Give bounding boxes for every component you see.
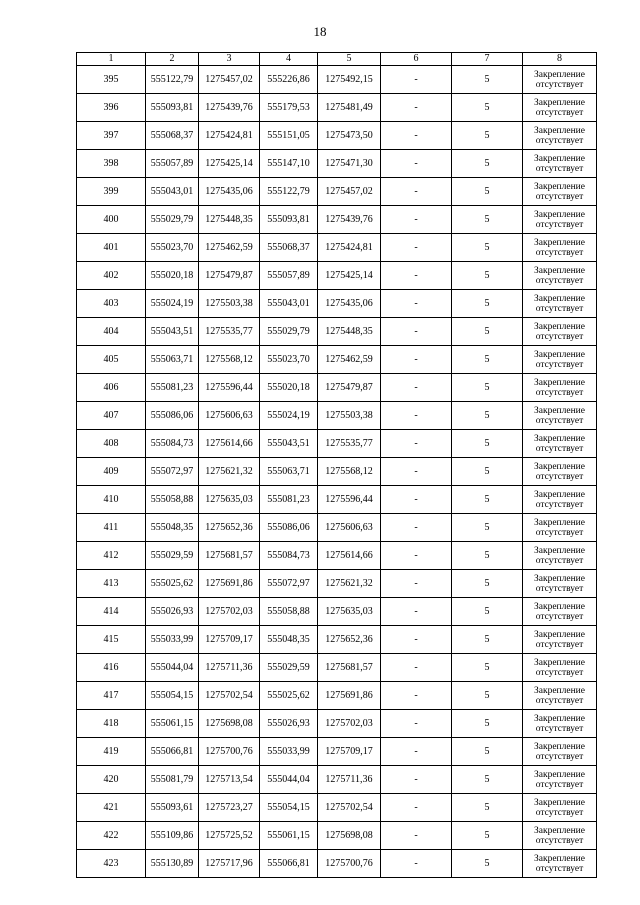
table-cell-col-8: Закрепление отсутствует bbox=[523, 374, 597, 402]
table-cell-col-3: 1275479,87 bbox=[199, 262, 260, 290]
table-cell-col-2: 555093,81 bbox=[146, 94, 199, 122]
coordinates-table bbox=[76, 52, 597, 878]
table-cell-col-3: 1275424,81 bbox=[199, 122, 260, 150]
table-cell-col-6: - bbox=[381, 766, 452, 794]
table-cell-col-1: 409 bbox=[77, 458, 146, 486]
table-cell-col-8: Закрепление отсутствует bbox=[523, 514, 597, 542]
table-cell-col-4: 555147,10 bbox=[260, 150, 318, 178]
table-cell-col-5: 1275462,59 bbox=[318, 346, 381, 374]
table-cell-col-7: 5 bbox=[452, 542, 523, 570]
table-cell-col-3: 1275681,57 bbox=[199, 542, 260, 570]
table-cell-col-8: Закрепление отсутствует bbox=[523, 542, 597, 570]
table-cell-col-4: 555068,37 bbox=[260, 234, 318, 262]
table-row bbox=[77, 150, 597, 178]
table-cell-col-6: - bbox=[381, 206, 452, 234]
table-cell-col-2: 555063,71 bbox=[146, 346, 199, 374]
table-cell-col-4: 555066,81 bbox=[260, 850, 318, 878]
table-cell-col-7: 5 bbox=[452, 402, 523, 430]
table-cell-col-5: 1275700,76 bbox=[318, 850, 381, 878]
table-row bbox=[77, 122, 597, 150]
table-cell-col-8: Закрепление отсутствует bbox=[523, 850, 597, 878]
table-cell-col-7: 5 bbox=[452, 850, 523, 878]
table-cell-col-4: 555033,99 bbox=[260, 738, 318, 766]
table-cell-col-4: 555058,88 bbox=[260, 598, 318, 626]
table-cell-col-6: - bbox=[381, 850, 452, 878]
table-cell-col-4: 555061,15 bbox=[260, 822, 318, 850]
table-cell-col-6: - bbox=[381, 346, 452, 374]
table-cell-col-6: - bbox=[381, 626, 452, 654]
table-cell-col-5: 1275457,02 bbox=[318, 178, 381, 206]
table-cell-col-2: 555054,15 bbox=[146, 682, 199, 710]
table-cell-col-1: 403 bbox=[77, 290, 146, 318]
table-cell-col-1: 402 bbox=[77, 262, 146, 290]
table-cell-col-7: 5 bbox=[452, 430, 523, 458]
table-cell-col-4: 555043,51 bbox=[260, 430, 318, 458]
table-row bbox=[77, 178, 597, 206]
table-cell-col-6: - bbox=[381, 122, 452, 150]
table-row bbox=[77, 234, 597, 262]
table-cell-col-8: Закрепление отсутствует bbox=[523, 66, 597, 94]
table-cell-col-2: 555043,51 bbox=[146, 318, 199, 346]
column-header-2: 2 bbox=[146, 53, 199, 66]
table-row bbox=[77, 794, 597, 822]
table-cell-col-7: 5 bbox=[452, 206, 523, 234]
table-cell-col-5: 1275471,30 bbox=[318, 150, 381, 178]
table-cell-col-3: 1275535,77 bbox=[199, 318, 260, 346]
table-cell-col-7: 5 bbox=[452, 654, 523, 682]
table-cell-col-6: - bbox=[381, 458, 452, 486]
table-cell-col-5: 1275425,14 bbox=[318, 262, 381, 290]
table-cell-col-1: 420 bbox=[77, 766, 146, 794]
table-row bbox=[77, 458, 597, 486]
table-cell-col-1: 413 bbox=[77, 570, 146, 598]
table-cell-col-7: 5 bbox=[452, 822, 523, 850]
table-cell-col-1: 411 bbox=[77, 514, 146, 542]
table-cell-col-7: 5 bbox=[452, 738, 523, 766]
table-cell-col-2: 555058,88 bbox=[146, 486, 199, 514]
table-cell-col-7: 5 bbox=[452, 94, 523, 122]
table-cell-col-5: 1275481,49 bbox=[318, 94, 381, 122]
table-cell-col-3: 1275635,03 bbox=[199, 486, 260, 514]
table-cell-col-5: 1275435,06 bbox=[318, 290, 381, 318]
table-cell-col-4: 555179,53 bbox=[260, 94, 318, 122]
table-cell-col-2: 555057,89 bbox=[146, 150, 199, 178]
table-cell-col-1: 419 bbox=[77, 738, 146, 766]
table-cell-col-5: 1275503,38 bbox=[318, 402, 381, 430]
table-cell-col-1: 398 bbox=[77, 150, 146, 178]
table-cell-col-6: - bbox=[381, 570, 452, 598]
table-cell-col-8: Закрепление отсутствует bbox=[523, 122, 597, 150]
table-cell-col-5: 1275568,12 bbox=[318, 458, 381, 486]
table-row bbox=[77, 94, 597, 122]
table-cell-col-6: - bbox=[381, 682, 452, 710]
table-cell-col-1: 418 bbox=[77, 710, 146, 738]
table-cell-col-2: 555023,70 bbox=[146, 234, 199, 262]
table-cell-col-7: 5 bbox=[452, 766, 523, 794]
table-cell-col-1: 414 bbox=[77, 598, 146, 626]
table-cell-col-7: 5 bbox=[452, 514, 523, 542]
page-number: 18 bbox=[313, 24, 327, 39]
table-cell-col-2: 555024,19 bbox=[146, 290, 199, 318]
table-cell-col-7: 5 bbox=[452, 66, 523, 94]
table-cell-col-3: 1275711,36 bbox=[199, 654, 260, 682]
table-cell-col-3: 1275457,02 bbox=[199, 66, 260, 94]
table-cell-col-1: 417 bbox=[77, 682, 146, 710]
table-cell-col-6: - bbox=[381, 150, 452, 178]
table-cell-col-1: 405 bbox=[77, 346, 146, 374]
table-cell-col-6: - bbox=[381, 374, 452, 402]
table-cell-col-1: 401 bbox=[77, 234, 146, 262]
table-cell-col-8: Закрепление отсутствует bbox=[523, 486, 597, 514]
table-cell-col-2: 555044,04 bbox=[146, 654, 199, 682]
table-row bbox=[77, 66, 597, 94]
table-cell-col-4: 555043,01 bbox=[260, 290, 318, 318]
table-cell-col-3: 1275713,54 bbox=[199, 766, 260, 794]
table-cell-col-5: 1275439,76 bbox=[318, 206, 381, 234]
table-cell-col-5: 1275702,54 bbox=[318, 794, 381, 822]
table-cell-col-8: Закрепление отсутствует bbox=[523, 150, 597, 178]
table-cell-col-3: 1275568,12 bbox=[199, 346, 260, 374]
table-cell-col-7: 5 bbox=[452, 150, 523, 178]
table-cell-col-3: 1275435,06 bbox=[199, 178, 260, 206]
table-cell-col-5: 1275635,03 bbox=[318, 598, 381, 626]
table-cell-col-3: 1275621,32 bbox=[199, 458, 260, 486]
table-cell-col-3: 1275691,86 bbox=[199, 570, 260, 598]
table-cell-col-6: - bbox=[381, 234, 452, 262]
table-cell-col-1: 412 bbox=[77, 542, 146, 570]
table-cell-col-8: Закрепление отсутствует bbox=[523, 570, 597, 598]
table-cell-col-4: 555029,59 bbox=[260, 654, 318, 682]
table-cell-col-1: 416 bbox=[77, 654, 146, 682]
table-cell-col-5: 1275691,86 bbox=[318, 682, 381, 710]
table-cell-col-8: Закрепление отсутствует bbox=[523, 402, 597, 430]
table-cell-col-2: 555020,18 bbox=[146, 262, 199, 290]
table-cell-col-5: 1275614,66 bbox=[318, 542, 381, 570]
table-cell-col-6: - bbox=[381, 822, 452, 850]
table-cell-col-7: 5 bbox=[452, 682, 523, 710]
table-cell-col-1: 407 bbox=[77, 402, 146, 430]
table-cell-col-5: 1275621,32 bbox=[318, 570, 381, 598]
table-cell-col-2: 555048,35 bbox=[146, 514, 199, 542]
table-cell-col-7: 5 bbox=[452, 262, 523, 290]
table-header-row bbox=[77, 53, 597, 66]
table-cell-col-8: Закрепление отсутствует bbox=[523, 262, 597, 290]
table-cell-col-4: 555023,70 bbox=[260, 346, 318, 374]
table-cell-col-1: 423 bbox=[77, 850, 146, 878]
table-cell-col-6: - bbox=[381, 402, 452, 430]
table-cell-col-6: - bbox=[381, 598, 452, 626]
table-cell-col-2: 555061,15 bbox=[146, 710, 199, 738]
table-cell-col-6: - bbox=[381, 654, 452, 682]
table-cell-col-5: 1275479,87 bbox=[318, 374, 381, 402]
table-cell-col-1: 400 bbox=[77, 206, 146, 234]
column-header-4: 4 bbox=[260, 53, 318, 66]
table-row bbox=[77, 738, 597, 766]
table-cell-col-1: 415 bbox=[77, 626, 146, 654]
table-cell-col-4: 555054,15 bbox=[260, 794, 318, 822]
table-cell-col-5: 1275698,08 bbox=[318, 822, 381, 850]
table-cell-col-3: 1275596,44 bbox=[199, 374, 260, 402]
table-cell-col-5: 1275448,35 bbox=[318, 318, 381, 346]
table-cell-col-1: 422 bbox=[77, 822, 146, 850]
table-row bbox=[77, 402, 597, 430]
table-cell-col-4: 555093,81 bbox=[260, 206, 318, 234]
table-cell-col-4: 555044,04 bbox=[260, 766, 318, 794]
table-cell-col-8: Закрепление отсутствует bbox=[523, 430, 597, 458]
table-row bbox=[77, 262, 597, 290]
table-cell-col-6: - bbox=[381, 430, 452, 458]
table-cell-col-5: 1275473,50 bbox=[318, 122, 381, 150]
table-cell-col-2: 555025,62 bbox=[146, 570, 199, 598]
table-row bbox=[77, 682, 597, 710]
table-cell-col-7: 5 bbox=[452, 458, 523, 486]
table-cell-col-2: 555130,89 bbox=[146, 850, 199, 878]
table-cell-col-3: 1275709,17 bbox=[199, 626, 260, 654]
table-cell-col-2: 555093,61 bbox=[146, 794, 199, 822]
table-cell-col-6: - bbox=[381, 542, 452, 570]
table-cell-col-1: 404 bbox=[77, 318, 146, 346]
table-cell-col-7: 5 bbox=[452, 570, 523, 598]
table-cell-col-8: Закрепление отсутствует bbox=[523, 710, 597, 738]
table-cell-col-4: 555048,35 bbox=[260, 626, 318, 654]
table-cell-col-6: - bbox=[381, 262, 452, 290]
table-cell-col-2: 555068,37 bbox=[146, 122, 199, 150]
table-cell-col-1: 395 bbox=[77, 66, 146, 94]
table-row bbox=[77, 570, 597, 598]
table-cell-col-3: 1275448,35 bbox=[199, 206, 260, 234]
table-cell-col-1: 397 bbox=[77, 122, 146, 150]
table-cell-col-4: 555063,71 bbox=[260, 458, 318, 486]
table-cell-col-7: 5 bbox=[452, 290, 523, 318]
table-cell-col-8: Закрепление отсутствует bbox=[523, 234, 597, 262]
table-cell-col-5: 1275596,44 bbox=[318, 486, 381, 514]
column-header-6: 6 bbox=[381, 53, 452, 66]
table-cell-col-2: 555033,99 bbox=[146, 626, 199, 654]
table-row bbox=[77, 430, 597, 458]
table-cell-col-1: 410 bbox=[77, 486, 146, 514]
table-cell-col-4: 555122,79 bbox=[260, 178, 318, 206]
table-cell-col-3: 1275702,03 bbox=[199, 598, 260, 626]
table-cell-col-3: 1275702,54 bbox=[199, 682, 260, 710]
table-cell-col-2: 555081,79 bbox=[146, 766, 199, 794]
table-cell-col-5: 1275702,03 bbox=[318, 710, 381, 738]
table-cell-col-4: 555072,97 bbox=[260, 570, 318, 598]
table-cell-col-2: 555066,81 bbox=[146, 738, 199, 766]
table-cell-col-7: 5 bbox=[452, 374, 523, 402]
table-cell-col-8: Закрепление отсутствует bbox=[523, 206, 597, 234]
table-cell-col-4: 555081,23 bbox=[260, 486, 318, 514]
column-header-3: 3 bbox=[199, 53, 260, 66]
table-cell-col-4: 555086,06 bbox=[260, 514, 318, 542]
table-cell-col-3: 1275652,36 bbox=[199, 514, 260, 542]
table-cell-col-5: 1275606,63 bbox=[318, 514, 381, 542]
table-cell-col-7: 5 bbox=[452, 346, 523, 374]
table-cell-col-1: 408 bbox=[77, 430, 146, 458]
table-cell-col-2: 555029,79 bbox=[146, 206, 199, 234]
table-cell-col-6: - bbox=[381, 710, 452, 738]
table-row bbox=[77, 850, 597, 878]
table-cell-col-7: 5 bbox=[452, 234, 523, 262]
table-cell-col-8: Закрепление отсутствует bbox=[523, 794, 597, 822]
table-row bbox=[77, 710, 597, 738]
table-cell-col-6: - bbox=[381, 486, 452, 514]
table-cell-col-4: 555026,93 bbox=[260, 710, 318, 738]
table-row bbox=[77, 542, 597, 570]
table-row bbox=[77, 766, 597, 794]
table-row bbox=[77, 346, 597, 374]
table-cell-col-2: 555043,01 bbox=[146, 178, 199, 206]
table-cell-col-6: - bbox=[381, 794, 452, 822]
table-cell-col-8: Закрепление отсутствует bbox=[523, 346, 597, 374]
table-cell-col-1: 406 bbox=[77, 374, 146, 402]
column-header-8: 8 bbox=[523, 53, 597, 66]
table-cell-col-8: Закрепление отсутствует bbox=[523, 822, 597, 850]
table-cell-col-1: 396 bbox=[77, 94, 146, 122]
table-row bbox=[77, 290, 597, 318]
table-cell-col-2: 555029,59 bbox=[146, 542, 199, 570]
table-cell-col-5: 1275535,77 bbox=[318, 430, 381, 458]
table-cell-col-3: 1275698,08 bbox=[199, 710, 260, 738]
table-cell-col-6: - bbox=[381, 290, 452, 318]
table-cell-col-3: 1275723,27 bbox=[199, 794, 260, 822]
table-cell-col-5: 1275681,57 bbox=[318, 654, 381, 682]
table-cell-col-7: 5 bbox=[452, 318, 523, 346]
table-cell-col-8: Закрепление отсутствует bbox=[523, 598, 597, 626]
table-cell-col-7: 5 bbox=[452, 794, 523, 822]
table-cell-col-3: 1275606,63 bbox=[199, 402, 260, 430]
table-cell-col-5: 1275424,81 bbox=[318, 234, 381, 262]
table-row bbox=[77, 626, 597, 654]
table-cell-col-8: Закрепление отсутствует bbox=[523, 318, 597, 346]
table-cell-col-3: 1275439,76 bbox=[199, 94, 260, 122]
table-cell-col-6: - bbox=[381, 178, 452, 206]
table-cell-col-1: 399 bbox=[77, 178, 146, 206]
table-cell-col-4: 555025,62 bbox=[260, 682, 318, 710]
table-cell-col-4: 555151,05 bbox=[260, 122, 318, 150]
table-cell-col-7: 5 bbox=[452, 598, 523, 626]
table-cell-col-4: 555226,86 bbox=[260, 66, 318, 94]
table-cell-col-7: 5 bbox=[452, 710, 523, 738]
table-cell-col-8: Закрепление отсутствует bbox=[523, 654, 597, 682]
table-cell-col-2: 555072,97 bbox=[146, 458, 199, 486]
table-cell-col-8: Закрепление отсутствует bbox=[523, 458, 597, 486]
table-row bbox=[77, 598, 597, 626]
table-cell-col-3: 1275425,14 bbox=[199, 150, 260, 178]
table-cell-col-4: 555020,18 bbox=[260, 374, 318, 402]
table-cell-col-8: Закрепление отсутствует bbox=[523, 290, 597, 318]
table-cell-col-4: 555024,19 bbox=[260, 402, 318, 430]
table-cell-col-6: - bbox=[381, 514, 452, 542]
table-cell-col-3: 1275725,52 bbox=[199, 822, 260, 850]
table-cell-col-5: 1275492,15 bbox=[318, 66, 381, 94]
table-cell-col-8: Закрепление отсутствует bbox=[523, 178, 597, 206]
table-cell-col-2: 555122,79 bbox=[146, 66, 199, 94]
table-cell-col-2: 555026,93 bbox=[146, 598, 199, 626]
table-cell-col-8: Закрепление отсутствует bbox=[523, 94, 597, 122]
table-row bbox=[77, 486, 597, 514]
table-cell-col-2: 555081,23 bbox=[146, 374, 199, 402]
table-cell-col-7: 5 bbox=[452, 122, 523, 150]
table-cell-col-3: 1275462,59 bbox=[199, 234, 260, 262]
table-row bbox=[77, 206, 597, 234]
table-row bbox=[77, 822, 597, 850]
table-cell-col-3: 1275614,66 bbox=[199, 430, 260, 458]
table-cell-col-4: 555029,79 bbox=[260, 318, 318, 346]
column-header-5: 5 bbox=[318, 53, 381, 66]
table-cell-col-4: 555084,73 bbox=[260, 542, 318, 570]
table-cell-col-3: 1275717,96 bbox=[199, 850, 260, 878]
table-row bbox=[77, 318, 597, 346]
table-cell-col-3: 1275503,38 bbox=[199, 290, 260, 318]
table-cell-col-8: Закрепление отсутствует bbox=[523, 682, 597, 710]
table-cell-col-8: Закрепление отсутствует bbox=[523, 738, 597, 766]
table-cell-col-1: 421 bbox=[77, 794, 146, 822]
table-cell-col-5: 1275709,17 bbox=[318, 738, 381, 766]
table-cell-col-6: - bbox=[381, 318, 452, 346]
table-cell-col-2: 555109,86 bbox=[146, 822, 199, 850]
table-cell-col-2: 555084,73 bbox=[146, 430, 199, 458]
table-cell-col-8: Закрепление отсутствует bbox=[523, 766, 597, 794]
table-cell-col-7: 5 bbox=[452, 486, 523, 514]
table-cell-col-7: 5 bbox=[452, 178, 523, 206]
table-cell-col-6: - bbox=[381, 66, 452, 94]
table-cell-col-4: 555057,89 bbox=[260, 262, 318, 290]
table-cell-col-5: 1275652,36 bbox=[318, 626, 381, 654]
table-row bbox=[77, 374, 597, 402]
column-header-1: 1 bbox=[77, 53, 146, 66]
table-cell-col-8: Закрепление отсутствует bbox=[523, 626, 597, 654]
table-cell-col-5: 1275711,36 bbox=[318, 766, 381, 794]
column-header-7: 7 bbox=[452, 53, 523, 66]
table-header bbox=[77, 53, 597, 66]
table-cell-col-2: 555086,06 bbox=[146, 402, 199, 430]
table-cell-col-6: - bbox=[381, 738, 452, 766]
table-cell-col-7: 5 bbox=[452, 626, 523, 654]
table-cell-col-3: 1275700,76 bbox=[199, 738, 260, 766]
table-row bbox=[77, 514, 597, 542]
table-row bbox=[77, 654, 597, 682]
table-cell-col-6: - bbox=[381, 94, 452, 122]
table-body bbox=[77, 66, 597, 878]
